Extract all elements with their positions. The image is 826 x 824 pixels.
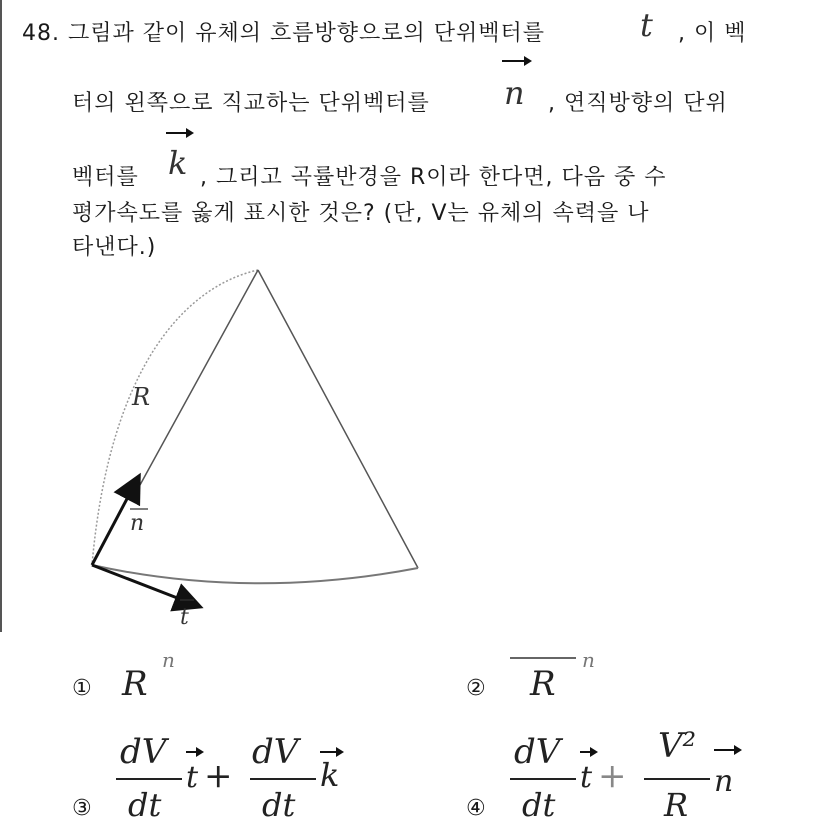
choice-4-numerator-2: V² — [658, 726, 697, 766]
choice-4-denominator-1: dt — [522, 786, 556, 824]
choice-4-plus: + — [598, 756, 627, 796]
choice-4-vec-arrow-2 — [714, 749, 740, 751]
choice-3-number: ③ — [72, 796, 92, 821]
choice-4-vec-2: n — [714, 764, 734, 799]
question-number: 48. — [22, 21, 60, 46]
choice-3-vec-2: k — [320, 756, 340, 794]
question-text-1a: 그림과 같이 유체의 흐름방향으로의 단위벡터를 — [68, 21, 546, 46]
choice-1-n: n — [162, 648, 175, 672]
symbol-k: k — [168, 144, 188, 182]
choice-4-numerator-1: dV — [514, 732, 561, 772]
question-text-5: 타낸다.) — [72, 235, 157, 260]
choice-3-denominator-1: dt — [128, 786, 162, 824]
label-R: R — [132, 383, 151, 411]
choice-2-n: n — [582, 648, 595, 672]
symbol-n: n — [504, 74, 525, 112]
question-text-4: 평가속도를 옳게 표시한 것은? (단, V는 유체의 속력을 나 — [72, 201, 650, 226]
radius-line-right — [258, 270, 418, 568]
choice-3-numerator-1: dV — [120, 732, 167, 772]
question-text-3b: , 그리고 곡률반경을 R이라 한다면, 다음 중 수 — [200, 165, 667, 190]
choice-4-vec-arrow-1 — [580, 751, 596, 753]
choice-3-plus: + — [204, 756, 233, 796]
choice-2-R: R — [530, 664, 556, 704]
choice-3-fracbar-2 — [250, 778, 316, 780]
choice-4-fracbar-2 — [644, 778, 710, 780]
radius-line-left — [140, 270, 258, 485]
choice-4-number: ④ — [466, 796, 486, 821]
question-text-2b: , 연직방향의 단위 — [548, 91, 728, 116]
question-text-2a: 터의 왼쪽으로 직교하는 단위벡터를 — [72, 91, 430, 116]
symbol-t: t — [640, 6, 653, 44]
choice-3-vec-arrow-2 — [320, 751, 342, 753]
choice-4-denominator-2: R — [664, 786, 689, 824]
question-text-1b: , 이 벡 — [678, 21, 747, 46]
choice-1-number: ① — [72, 676, 92, 701]
choice-3-fracbar-1 — [116, 778, 182, 780]
choice-4-fracbar-1 — [510, 778, 576, 780]
choice-3-vec-arrow-1 — [186, 751, 202, 753]
question-text-3a: 벡터를 — [72, 165, 139, 190]
choice-3-vec-1: t — [186, 760, 199, 795]
choice-1-R: R — [122, 664, 148, 704]
label-t: t — [180, 605, 189, 630]
label-n: n — [130, 511, 145, 536]
choice-3-numerator-2: dV — [252, 732, 299, 772]
choice-3-denominator-2: dt — [262, 786, 296, 824]
choice-4-vec-1: t — [580, 760, 593, 795]
choice-2-bar — [510, 657, 576, 659]
choice-2-number: ② — [466, 676, 486, 701]
bottom-arc — [92, 565, 418, 583]
